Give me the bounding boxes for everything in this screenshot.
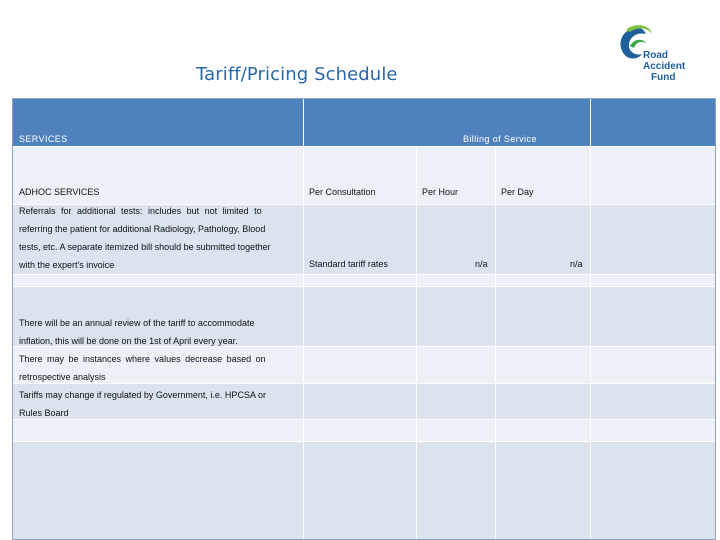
notes-line-5: Tariffs may change if regulated by Government, i.e. HPCSA or bbox=[19, 390, 266, 400]
referrals-description bbox=[19, 202, 297, 274]
notes-line-4: retrospective analysis bbox=[19, 372, 106, 382]
notes-description bbox=[19, 314, 297, 422]
page-title: Tariff/Pricing Schedule bbox=[196, 64, 398, 85]
table-row-empty-b bbox=[13, 441, 715, 539]
notes-line-6: Rules Board bbox=[19, 408, 69, 418]
referrals-line-1: Referrals for additional tests: includes but not limited to bbox=[19, 206, 262, 216]
logo-text-accident: Accident bbox=[643, 61, 686, 72]
notes-line-3: There may be instances where values decrease based on bbox=[19, 354, 266, 364]
referrals-per-day: n/a bbox=[570, 259, 583, 269]
per-consultation-label: Per Consultation bbox=[309, 187, 376, 197]
referrals-line-2: referring the patient for additional Radiology, Pathology, Blood bbox=[19, 224, 266, 234]
referrals-per-hour: n/a bbox=[475, 259, 488, 269]
referrals-line-4: with the expert's invoice bbox=[19, 260, 115, 270]
adhoc-services-label: ADHOC SERVICES bbox=[19, 187, 100, 197]
notes-line-1: There will be an annual review of the tariff to accommodate bbox=[19, 318, 255, 328]
per-hour-label: Per Hour bbox=[422, 187, 459, 197]
table-header-row bbox=[13, 99, 715, 146]
table-row-empty-a bbox=[13, 419, 715, 441]
referrals-rate: Standard tariff rates bbox=[309, 259, 388, 269]
referrals-line-3: tests, etc. A separate itemized bill should be submitted together bbox=[19, 242, 271, 252]
logo-text-road: Road bbox=[643, 50, 668, 61]
per-day-label: Per Day bbox=[501, 187, 534, 197]
tariff-table bbox=[12, 98, 716, 540]
table-row-spacer bbox=[13, 274, 715, 286]
header-billing-of-service: Billing of Service bbox=[463, 134, 537, 144]
header-services: SERVICES bbox=[19, 134, 68, 144]
logo-text-fund: Fund bbox=[651, 72, 676, 83]
notes-line-2: inflation, this will be done on the 1st of April every year. bbox=[19, 336, 238, 346]
